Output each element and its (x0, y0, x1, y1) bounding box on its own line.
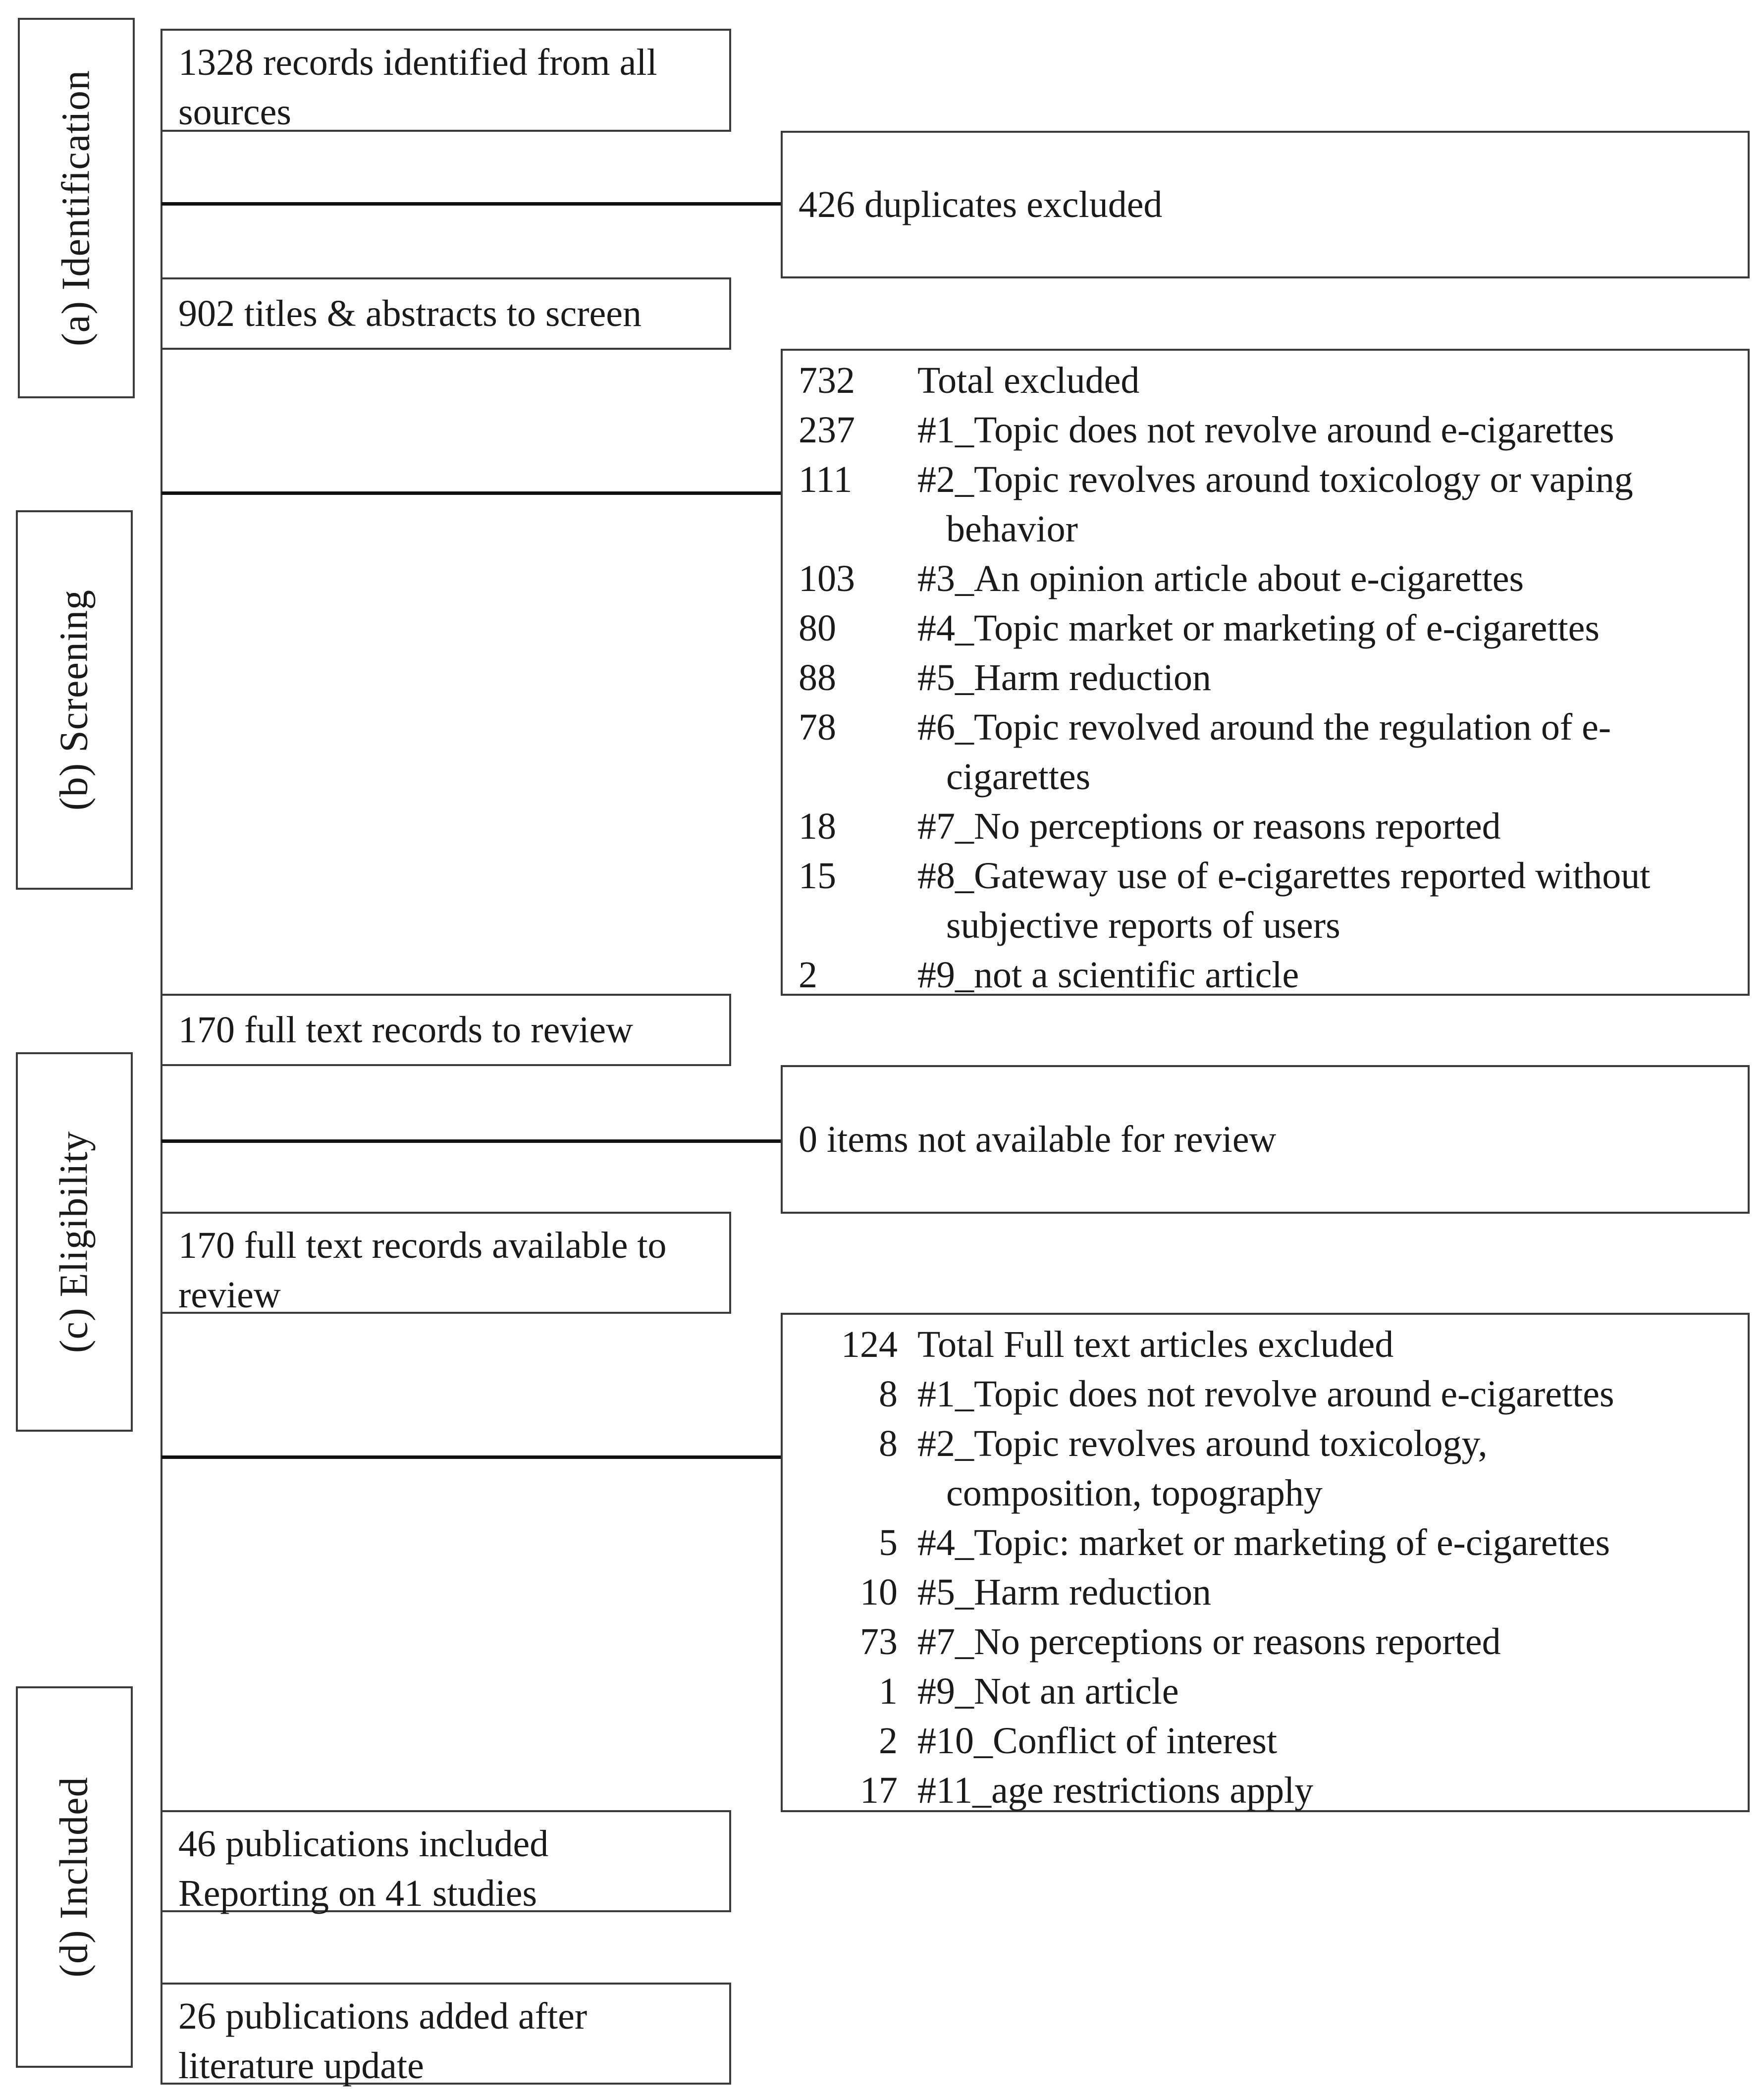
exclusion-count: 88 (799, 657, 836, 699)
exclusion-reason-continuation: behavior (946, 508, 1078, 550)
exclusion-reason (917, 1716, 1738, 1766)
fulltext-exclusions-list (799, 1320, 1738, 1815)
exclusion-count: 17 (860, 1770, 898, 1811)
publications-included-text (178, 1819, 717, 1918)
exclusion-count: 2 (799, 954, 817, 996)
screening-exclusions-row (799, 802, 1738, 851)
fulltext-exclusions-row (799, 1518, 1738, 1567)
screening-exclusions-row (799, 851, 1738, 950)
exclusion-count: 8 (879, 1423, 898, 1464)
exclusion-reason (917, 1567, 1738, 1617)
fulltext-exclusions-row (799, 1716, 1738, 1766)
exclusion-count: 80 (799, 607, 836, 649)
exclusion-reason (917, 653, 1738, 702)
exclusion-reason-line: #1_Topic does not revolve around e-cigarettes (917, 409, 1614, 451)
exclusion-reason-line: #11_age restrictions apply (917, 1770, 1314, 1811)
exclusion-count: 18 (799, 806, 836, 847)
exclusion-reason-line: #7_No perceptions or reasons reported (917, 806, 1501, 847)
box-publications-included (160, 1810, 731, 1912)
stage-screening-label: (b) Screening (52, 589, 96, 811)
exclusion-reason-line: #1_Topic does not revolve around e-cigarettes (917, 1373, 1614, 1415)
stage-screening (16, 510, 133, 890)
exclusion-reason-line: Total excluded (917, 360, 1140, 401)
exclusion-reason-line: #4_Topic market or marketing of e-cigarettes (917, 607, 1600, 649)
fulltext-exclusions-row (799, 1320, 1738, 1369)
exclusion-reason-line: #8_Gateway use of e-cigarettes reported without (917, 855, 1651, 897)
publications-added-text: 26 publications added after literature update (178, 1995, 588, 2087)
exclusion-reason-line: #7_No perceptions or reasons reported (917, 1621, 1501, 1663)
stage-identification (18, 18, 135, 398)
exclusion-reason (917, 1369, 1738, 1419)
screening-exclusions-row (799, 603, 1738, 653)
box-screening-exclusions (781, 349, 1750, 996)
exclusion-count: 10 (860, 1571, 898, 1613)
screening-exclusions-row (799, 653, 1738, 702)
records-identified-text: 1328 records identified from all sources (178, 42, 657, 133)
exclusion-count: 111 (799, 459, 853, 500)
box-fulltext-exclusions (781, 1313, 1750, 1812)
exclusion-reason (917, 851, 1738, 950)
exclusion-reason (917, 405, 1738, 455)
stage-included-label: (d) Included (52, 1776, 96, 1978)
exclusion-reason-line: #3_An opinion article about e-cigarettes (917, 558, 1524, 599)
box-full-text-available (160, 1212, 731, 1314)
titles-to-screen-text: 902 titles & abstracts to screen (178, 293, 641, 334)
fulltext-exclusions-row (799, 1369, 1738, 1419)
exclusion-reason-continuation: cigarettes (946, 756, 1091, 798)
exclusion-reason-line: #10_Conflict of interest (917, 1720, 1278, 1762)
stage-included (16, 1686, 133, 2068)
not-available-text: 0 items not available for review (799, 1119, 1277, 1160)
exclusion-reason (917, 455, 1738, 554)
screening-exclusions-row (799, 702, 1738, 802)
fulltext-exclusions-row (799, 1617, 1738, 1667)
screening-exclusions-row (799, 950, 1738, 1000)
exclusion-reason (917, 603, 1738, 653)
full-text-available-text: 170 full text records available to review (178, 1225, 667, 1316)
exclusion-reason-line: #2_Topic revolves around toxicology or vaping (917, 459, 1633, 500)
stage-eligibility-label: (c) Eligibility (52, 1130, 96, 1353)
exclusion-count: 237 (799, 409, 855, 451)
box-duplicates-excluded (781, 131, 1750, 278)
stage-eligibility (16, 1052, 133, 1432)
exclusion-count: 8 (879, 1373, 898, 1415)
exclusion-count: 5 (879, 1522, 898, 1563)
exclusion-reason-line: #4_Topic: market or marketing of e-cigarettes (917, 1522, 1610, 1563)
exclusion-reason (917, 1617, 1738, 1667)
screening-exclusions-row (799, 356, 1738, 405)
box-records-identified (160, 29, 731, 132)
exclusion-count: 732 (799, 360, 855, 401)
screening-exclusions-row (799, 554, 1738, 603)
box-titles-to-screen (160, 277, 731, 350)
exclusion-count: 103 (799, 558, 855, 599)
exclusion-reason (917, 1320, 1738, 1369)
duplicates-excluded-text: 426 duplicates excluded (799, 184, 1163, 225)
exclusion-reason (917, 1766, 1738, 1815)
screening-exclusions-row (799, 405, 1738, 455)
exclusion-count: 1 (879, 1670, 898, 1712)
exclusion-reason-line: Total Full text articles excluded (917, 1324, 1394, 1365)
exclusion-reason (917, 702, 1738, 802)
box-full-text-to-review (160, 994, 731, 1066)
exclusion-reason (917, 554, 1738, 603)
exclusion-reason (917, 950, 1738, 1000)
exclusion-reason (917, 356, 1738, 405)
connector-fulltext-exclusions (161, 1455, 783, 1459)
exclusion-reason-line: #9_not a scientific article (917, 954, 1299, 996)
exclusion-reason-line: #6_Topic revolved around the regulation of e- (917, 706, 1611, 748)
stage-identification-label: (a) Identification (54, 70, 98, 346)
fulltext-exclusions-row (799, 1567, 1738, 1617)
full-text-to-review-text: 170 full text records to review (178, 1009, 634, 1051)
connector-duplicates (161, 202, 783, 206)
screening-exclusions-row (799, 455, 1738, 554)
box-publications-added (160, 1983, 731, 2085)
exclusion-reason-line: #2_Topic revolves around toxicology, (917, 1423, 1488, 1464)
exclusion-reason-continuation: subjective reports of users (946, 905, 1340, 946)
box-not-available (781, 1065, 1750, 1214)
exclusion-reason-continuation: composition, topography (946, 1472, 1323, 1514)
fulltext-exclusions-row (799, 1667, 1738, 1716)
exclusion-reason-line: #5_Harm reduction (917, 1571, 1212, 1613)
exclusion-count: 78 (799, 706, 836, 748)
exclusion-reason (917, 1667, 1738, 1716)
connector-screening-exclusions (161, 491, 783, 495)
exclusion-count: 2 (879, 1720, 898, 1762)
fulltext-exclusions-row (799, 1419, 1738, 1518)
exclusion-reason (917, 802, 1738, 851)
screening-exclusions-list (799, 356, 1738, 1000)
exclusion-count: 73 (860, 1621, 898, 1663)
publications-included-line2: Reporting on 41 studies (178, 1873, 537, 1914)
exclusion-count: 124 (841, 1324, 898, 1365)
exclusion-reason-line: #9_Not an article (917, 1670, 1179, 1712)
exclusion-count: 15 (799, 855, 836, 897)
connector-not-available (161, 1139, 783, 1143)
fulltext-exclusions-row (799, 1766, 1738, 1815)
exclusion-reason (917, 1419, 1738, 1518)
publications-included-line1: 46 publications included (178, 1823, 549, 1865)
exclusion-reason-line: #5_Harm reduction (917, 657, 1212, 699)
exclusion-reason (917, 1518, 1738, 1567)
